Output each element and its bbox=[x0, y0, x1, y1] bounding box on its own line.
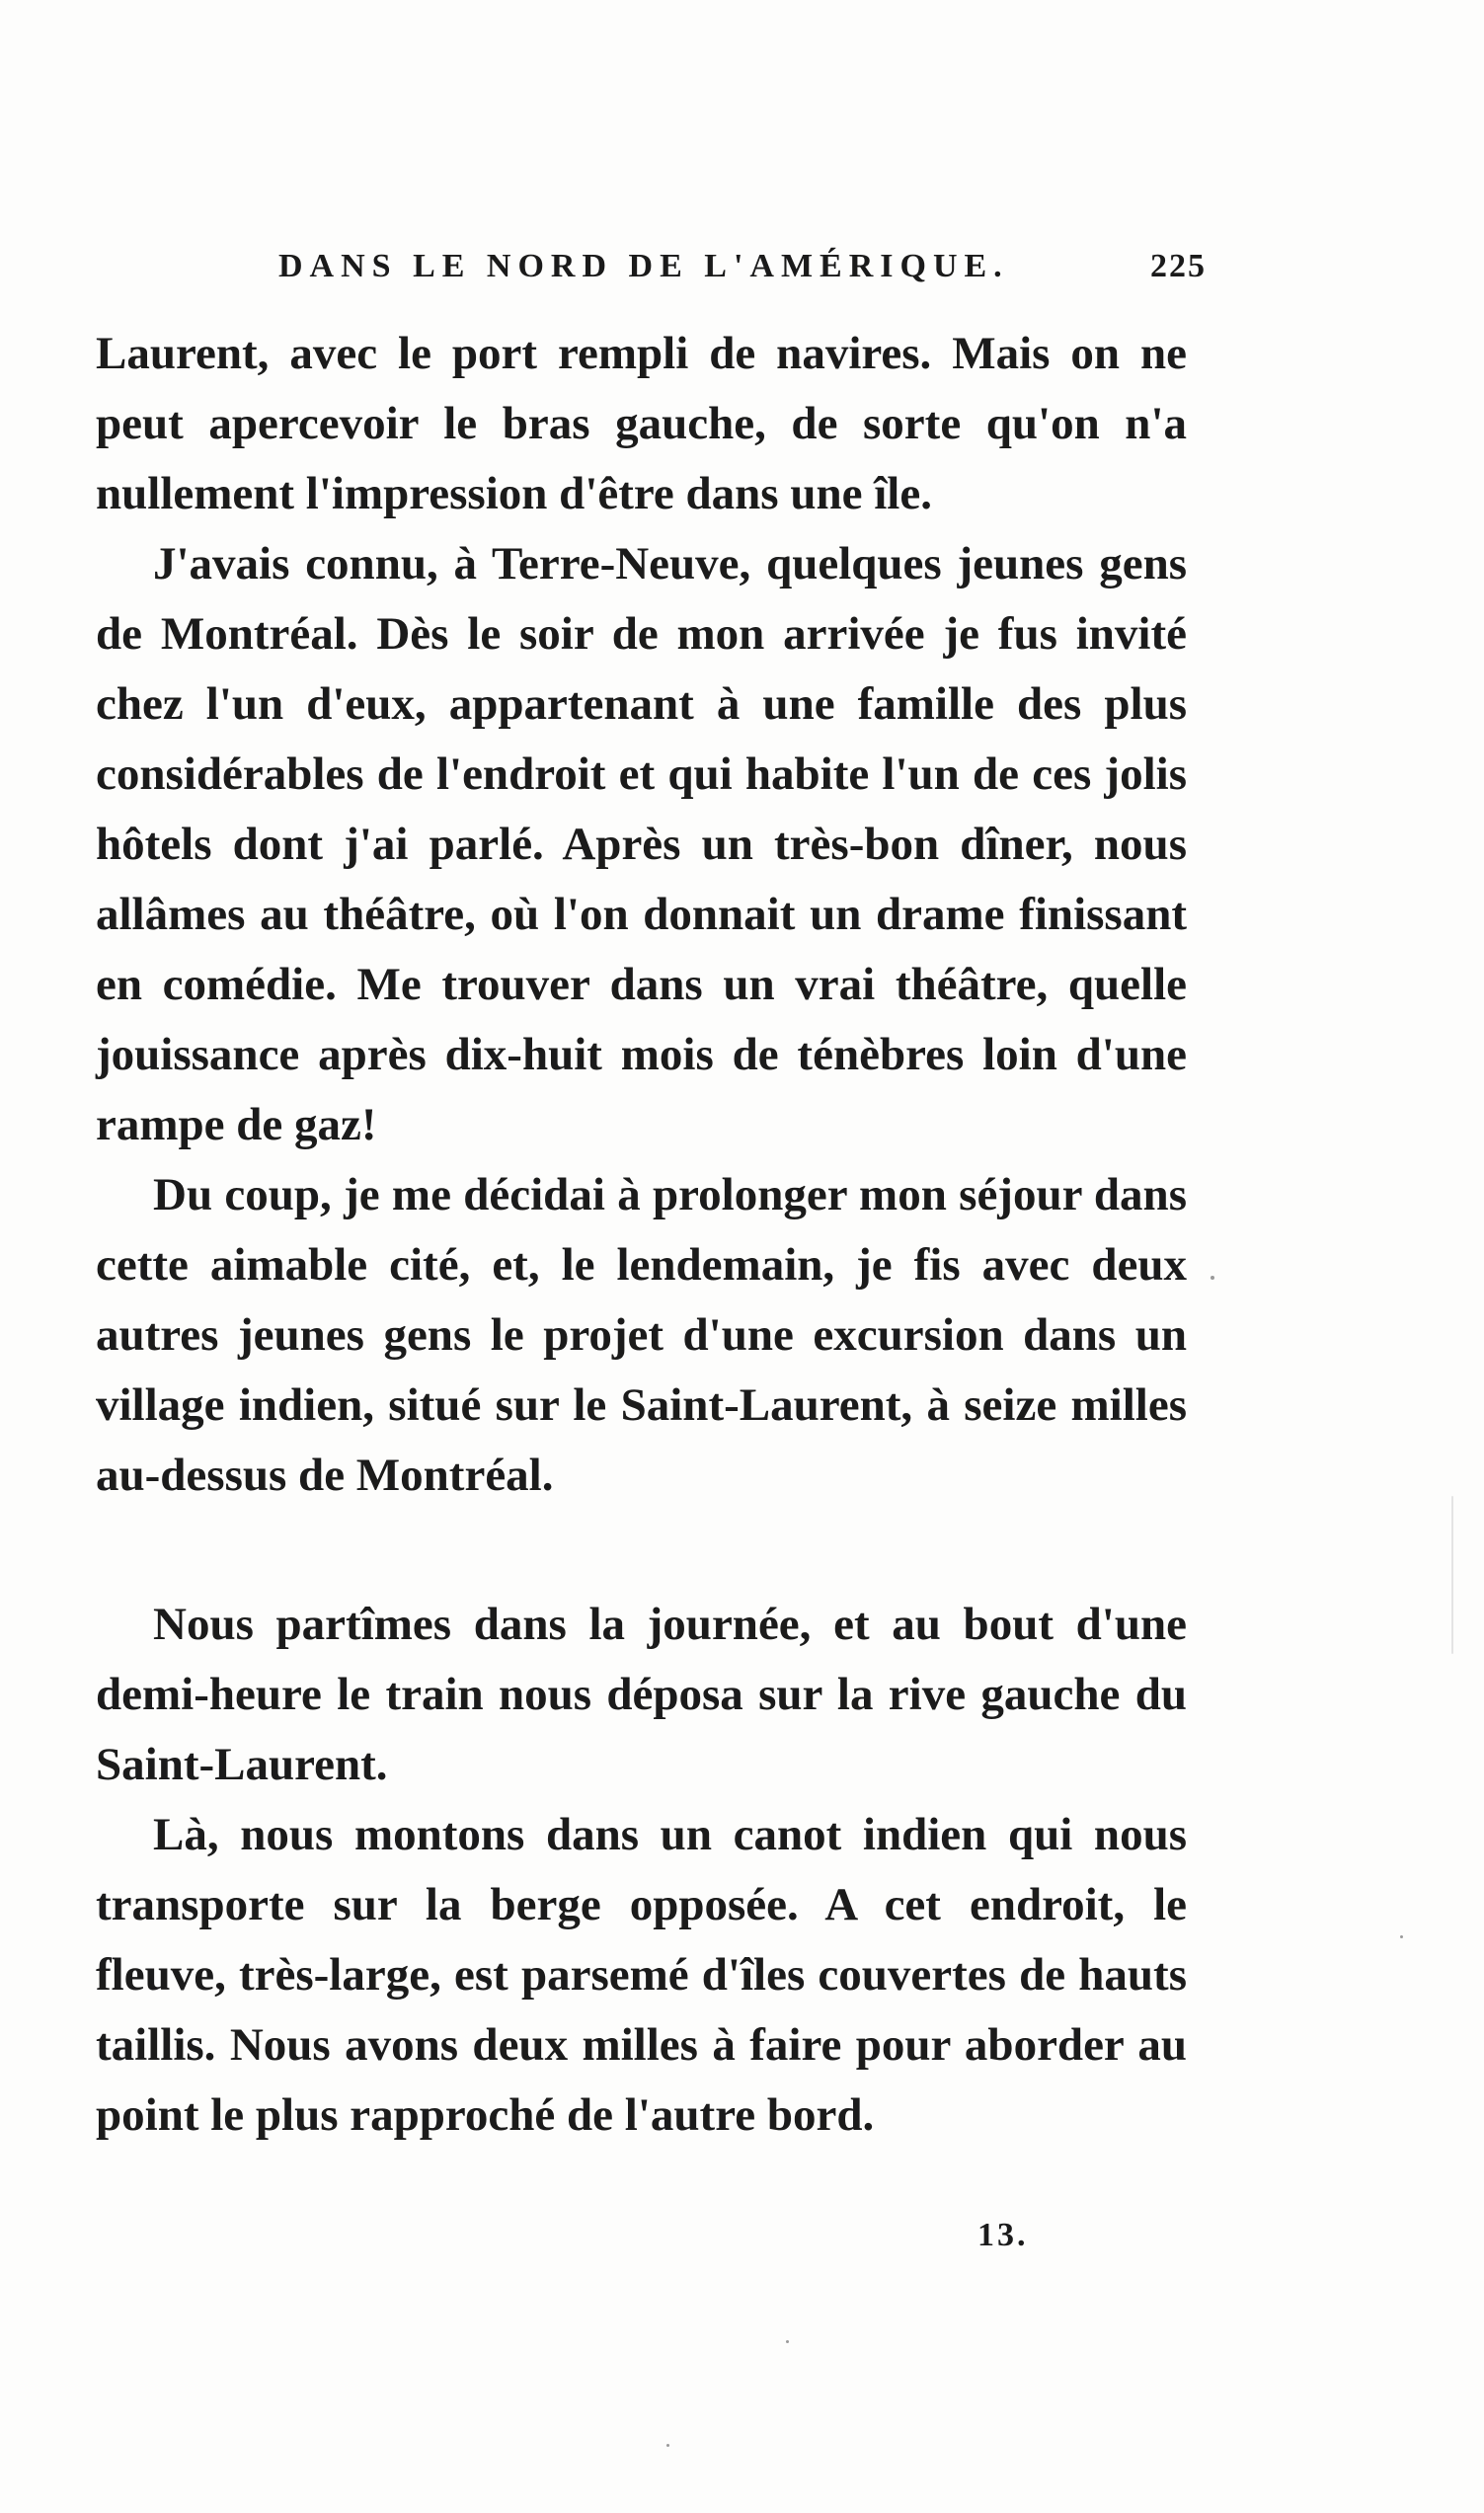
signature-mark: 13. bbox=[977, 2217, 1029, 2253]
paper-speck bbox=[786, 2340, 789, 2343]
paragraph: Du coup, je me décidai à prolonger mon séjour dans cette aimable cité, et, le lendemain, je fis avec deux autres jeunes gens le projet d'une excursion dans un village indien, situé sur le Saint-Laurent, à seize milles au-dessus de Montréal. bbox=[96, 1169, 1187, 1501]
paragraph: Là, nous montons dans un canot indien qui nous transporte sur la berge opposée. A cet endroit, le fleuve, très-large, est parsemé d'îles couvertes de hauts taillis. Nous avons deux milles à faire pour aborder au point le plus rapproché de l'autre bord. bbox=[96, 1809, 1187, 2141]
paper-speck bbox=[666, 2444, 669, 2447]
running-head: DANS LE NORD DE L'AMÉRIQUE. bbox=[278, 248, 1009, 284]
paragraph: Nous partîmes dans la journée, et au bout d'une demi-heure le train nous déposa sur la rive gauche du Saint-Laurent. bbox=[96, 1599, 1187, 1790]
paper-speck bbox=[1211, 1276, 1214, 1280]
section-break bbox=[96, 1511, 1187, 1590]
paragraph: J'avais connu, à Terre-Neuve, quelques jeunes gens de Montréal. Dès le soir de mon arrivée je fus invité chez l'un d'eux, appartenant à une famille des plus considérables de l'endroit et qui habite l'un de ces jolis hôtels dont j'ai parlé. Après un très-bon dîner, nous allâmes au théâtre, où l'on donnait un drame finissant en comédie. Me trouver dans un vrai théâtre, quelle jouissance après dix-huit mois de ténèbres loin d'une rampe de gaz! bbox=[96, 538, 1187, 1150]
paper-speck bbox=[1451, 1496, 1453, 1654]
paragraph-continued: Laurent, avec le port rempli de navires. Mais on ne peut apercevoir le bras gauche, de sorte qu'on n'a nullement l'impression d'être dans une île. bbox=[96, 328, 1187, 519]
paper-speck bbox=[1400, 1935, 1403, 1938]
body-text bbox=[96, 319, 1187, 2151]
page-header bbox=[278, 237, 1216, 296]
page-number: 225 bbox=[1150, 248, 1207, 284]
